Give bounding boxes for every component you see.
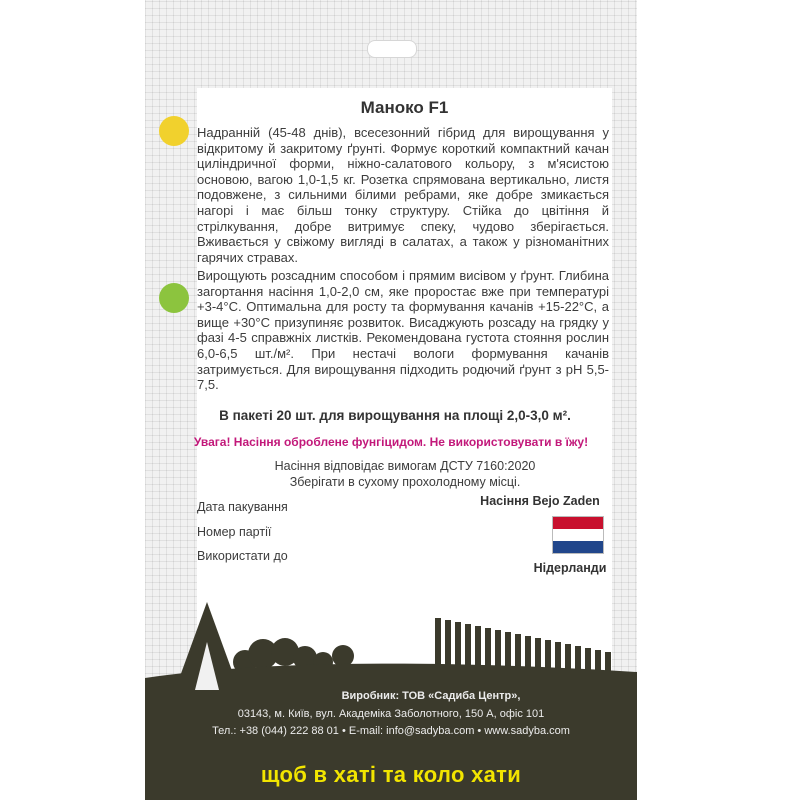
description-paragraph-2: Вирощують розсадним способом і прямим висівом у ґрунт. Глибина загортання насіння 1,0-2,0 см, яке проростає вже при температурі +3-4°С. Оптимальна для росту та формування качанів +15-22°С, а вище +30°С призупиняє розвиток. Висаджують розсаду на грядку у фазі 4-5 справжніх листків. Рекомендована густота стояння рослин 6,0-6,5 шт./м². При нестачі вологи формування качанів затримується. Для вирощування підходить родючий ґрунт з pH 5,5-7,5. <box>197 268 609 393</box>
seed-packet-back <box>145 0 637 800</box>
manufacturer-address: 03143, м. Київ, вул. Академіка Заболотного, 150 А, офіс 101 <box>237 708 545 720</box>
fungicide-warning: Увага! Насіння оброблене фунгіцидом. Не використовувати в їжу! <box>193 435 589 449</box>
green-dot-icon <box>159 283 189 313</box>
seed-supplier: Насіння Bejo Zaden <box>480 494 600 508</box>
batch-number-label: Номер партії <box>197 525 272 539</box>
storage-instructions: Зберігати в сухому прохолодному місці. <box>289 475 521 489</box>
yellow-dot-icon <box>159 116 189 146</box>
pack-date-label: Дата пакування <box>197 500 288 514</box>
description-paragraph-1: Надранній (45-48 днів), всесезонний гібрид для вирощування у відкритому й закритому ґрунті. Формує короткий компактний качан циліндричної форми, ніжно-салатового кольору, з м'ясистою основою, вагою 1,0-1,5 кг. Розетка спрямована вертикально, листя подовжене, з сильними білими ребрами, яке добре змикається нагорі і має більш тонку структуру. Стійка до цвітіння й стрілкування, добре витримує спеку, чудово зберігається. Вживається у свіжому вигляді в салатах, а також у різноманітних гарячих стравах. <box>197 125 609 265</box>
brand-slogan: щоб в хаті та коло хати <box>260 762 522 787</box>
use-by-label: Використати до <box>197 549 288 563</box>
manufacturer-contacts: Тел.: +38 (044) 222 88 01 • E-mail: info@sadyba.com • www.sadyba.com <box>212 725 570 737</box>
product-title: Маноко F1 <box>360 98 449 117</box>
hanger-hole <box>367 40 417 58</box>
country-of-origin: Нідерланди <box>533 561 607 575</box>
netherlands-flag-icon <box>552 516 604 554</box>
pack-info: В пакеті 20 шт. для вирощування на площі 2,0-3,0 м². <box>219 408 571 423</box>
manufacturer-name: Виробник: ТОВ «Садиба Центр», <box>341 690 521 702</box>
standard-compliance: Насіння відповідає вимогам ДСТУ 7160:2020 <box>274 459 536 473</box>
